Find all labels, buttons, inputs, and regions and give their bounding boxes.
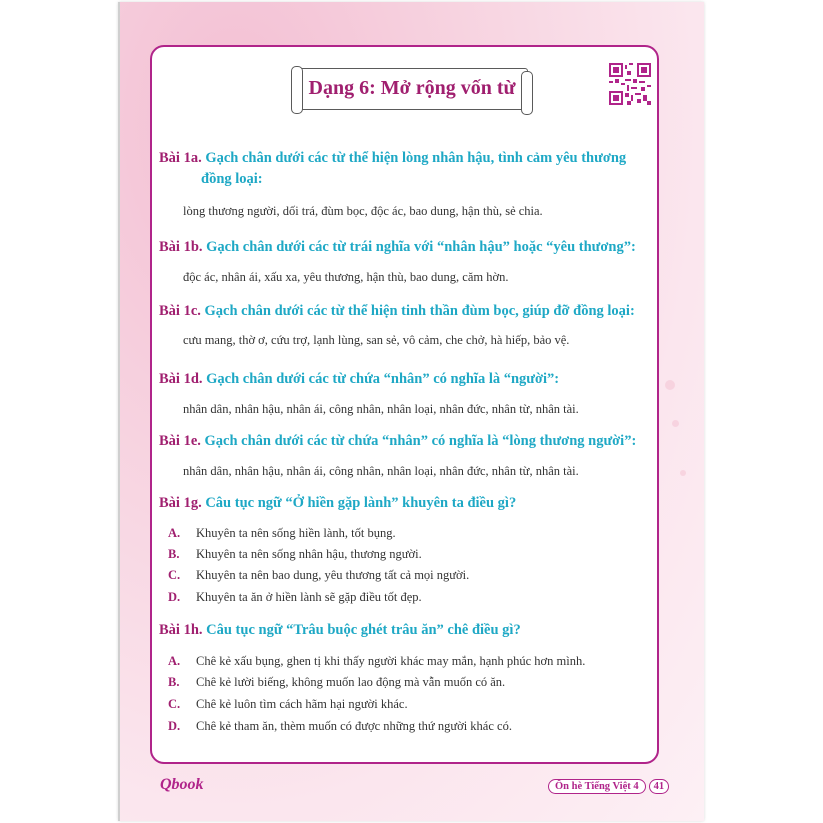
exercise-number: Bài 1g.: [159, 495, 202, 511]
exercise-heading: [159, 236, 636, 258]
exercise-number: Bài 1b.: [159, 239, 203, 255]
exercise-word-list: cưu mang, thờ ơ, cứu trợ, lạnh lùng, san sẻ, vô cảm, che chở, hà hiếp, bảo vệ.: [183, 333, 570, 347]
option-letter: A.: [168, 654, 181, 668]
answer-option: [168, 697, 408, 712]
option-text: Chê kẻ tham ăn, thèm muốn có được những thứ người khác có.: [196, 719, 512, 733]
exercise-heading: [159, 492, 516, 514]
exercise-number: Bài 1c.: [159, 303, 201, 319]
option-letter: D.: [168, 590, 181, 604]
option-text: Khuyên ta nên sống nhân hậu, thương người.: [196, 547, 422, 561]
exercise-word-list: nhân dân, nhân hậu, nhân ái, công nhân, nhân loại, nhân đức, nhân từ, nhân tài.: [183, 464, 579, 478]
decor-dot: [680, 470, 686, 476]
exercise-number: Bài 1d.: [159, 371, 203, 387]
exercise-question-continued: đồng loại:: [201, 171, 263, 187]
exercise-word-list: nhân dân, nhân hậu, nhân ái, công nhân, nhân loại, nhân đức, nhân từ, nhân tài.: [183, 402, 579, 416]
exercise-number: Bài 1e.: [159, 433, 201, 449]
exercise-question: Gạch chân dưới các từ thể hiện tinh thần đùm bọc, giúp đỡ đồng loại:: [204, 303, 635, 319]
qr-code-icon: [609, 63, 651, 105]
page-footer: [548, 777, 669, 795]
option-letter: A.: [168, 526, 181, 540]
answer-option: [168, 526, 396, 541]
option-letter: D.: [168, 719, 181, 733]
answer-option: [168, 590, 422, 605]
option-text: Chê kẻ lười biếng, không muốn lao động mà vẫn muốn có ăn.: [196, 675, 506, 689]
exercise-heading: [159, 147, 626, 169]
page-title: Dạng 6: Mở rộng vốn từ: [308, 77, 516, 99]
exercise-question: Câu tục ngữ “Ở hiền gặp lành” khuyên ta điều gì?: [205, 495, 517, 511]
exercise-word-list: độc ác, nhân ái, xấu xa, yêu thương, hận thù, bao dung, căm hờn.: [183, 270, 509, 284]
option-text: Chê kẻ xấu bụng, ghen tị khi thấy người khác may mắn, hạnh phúc hơn mình.: [196, 654, 586, 668]
exercise-word-list: lòng thương người, dối trá, đùm bọc, độc ác, bao dung, hận thù, sẻ chia.: [183, 204, 543, 218]
page-edge: [118, 2, 120, 821]
option-letter: B.: [168, 675, 180, 689]
exercise-heading: [159, 300, 635, 322]
exercise-question: Câu tục ngữ “Trâu buộc ghét trâu ăn” chê điều gì?: [206, 622, 521, 638]
exercise-number: Bài 1a.: [159, 150, 202, 166]
exercise-heading: [159, 619, 521, 641]
option-letter: C.: [168, 697, 181, 711]
option-text: Khuyên ta nên bao dung, yêu thương tất cả mọi người.: [196, 568, 470, 582]
option-text: Khuyên ta ăn ở hiền lành sẽ gặp điều tốt đẹp.: [196, 590, 422, 604]
answer-option: [168, 547, 422, 562]
option-letter: C.: [168, 568, 181, 582]
exercise-question: Gạch chân dưới các từ chứa “nhân” có nghĩa là “người”:: [206, 371, 560, 387]
option-text: Khuyên ta nên sống hiền lành, tốt bụng.: [196, 526, 396, 540]
exercise-heading: [159, 430, 636, 452]
book-title-label: Ôn hè Tiếng Việt 4: [548, 779, 646, 794]
publisher-logo: Qbook: [160, 776, 204, 793]
exercise-question: Gạch chân dưới các từ trái nghĩa với “nhân hậu” hoặc “yêu thương”:: [206, 239, 636, 255]
title-banner: [296, 68, 528, 110]
answer-option: [168, 719, 512, 734]
exercise-question: Gạch chân dưới các từ chứa “nhân” có nghĩa là “lòng thương người”:: [204, 433, 637, 449]
exercise-number: Bài 1h.: [159, 622, 203, 638]
exercise-heading: [159, 368, 559, 390]
option-text: Chê kẻ luôn tìm cách hãm hại người khác.: [196, 697, 408, 711]
answer-option: [168, 654, 585, 669]
exercise-question: Gạch chân dưới các từ thể hiện lòng nhân hậu, tình cảm yêu thương: [205, 150, 627, 166]
decor-dot: [672, 420, 679, 427]
page-number: 41: [649, 779, 670, 794]
option-letter: B.: [168, 547, 180, 561]
decor-dot: [665, 380, 675, 390]
answer-option: [168, 675, 505, 690]
answer-option: [168, 568, 469, 583]
